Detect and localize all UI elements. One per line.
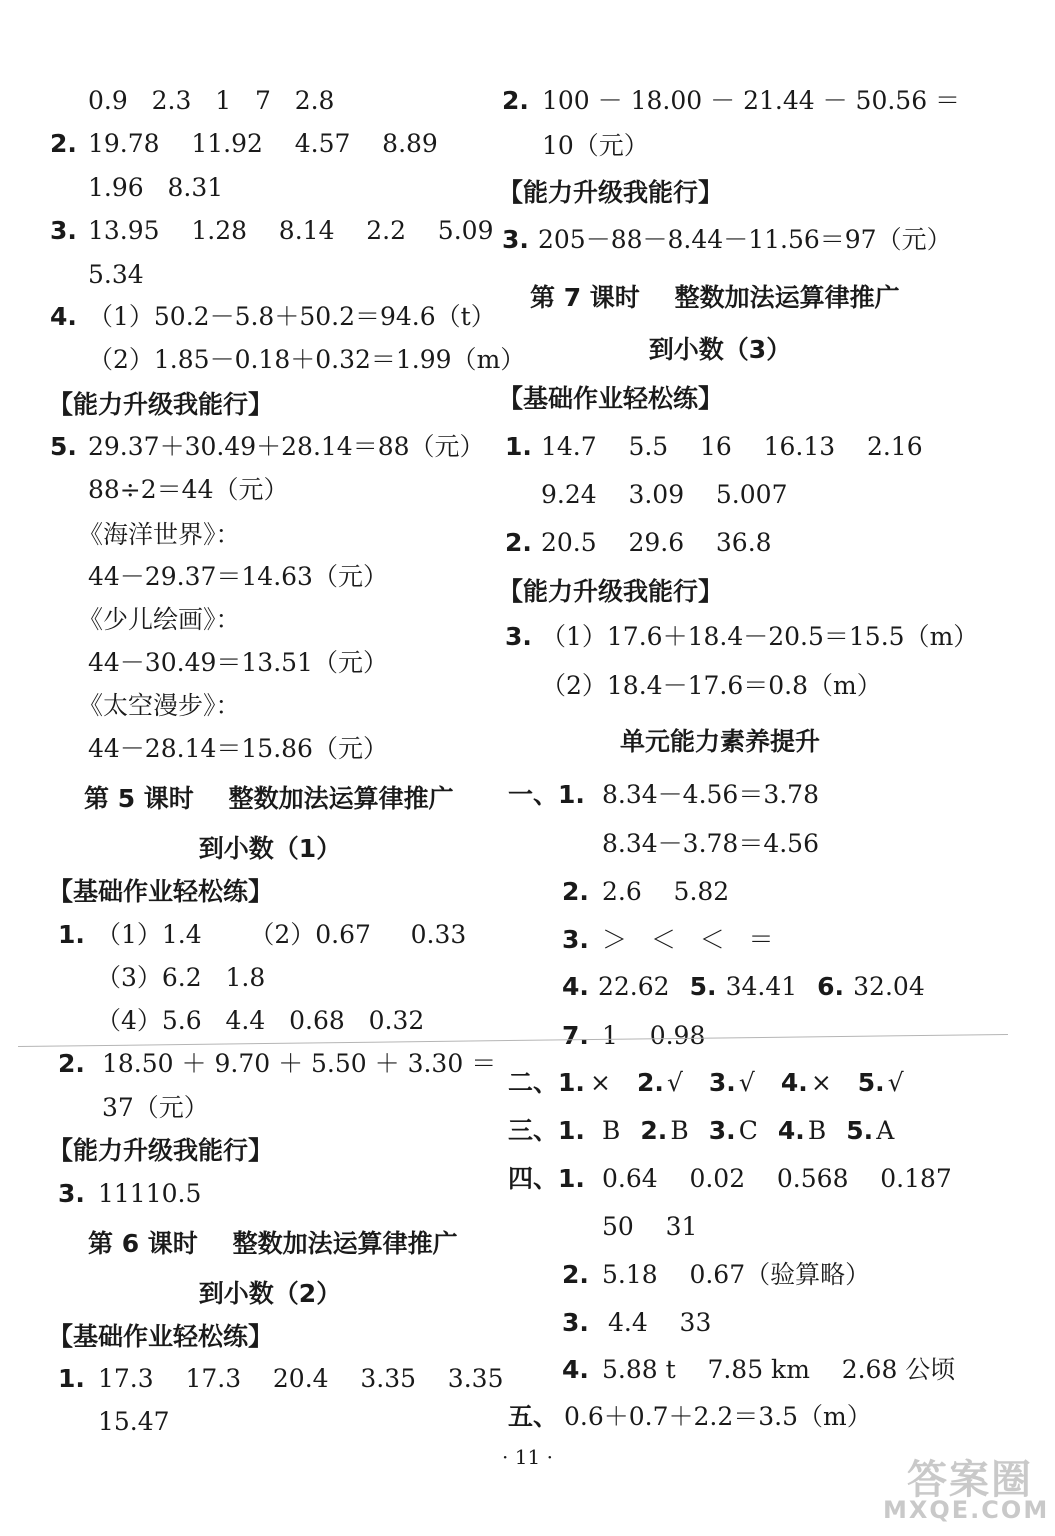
section-heading: 【基础作业轻松练】: [48, 877, 274, 906]
section-heading: 【能力升级我能行】: [498, 577, 724, 606]
item-number: 2.: [502, 86, 529, 115]
answer-text: 34.41: [725, 972, 798, 1001]
answer-text: 29.37＋30.49＋28.14＝88（元）: [88, 432, 485, 461]
answer-text: （1）1.4 （2）0.67 0.33: [96, 920, 467, 949]
answer-line: 0.9 2.3 1 7 2.8: [88, 86, 335, 115]
answer-line: [505, 432, 923, 462]
answer-line: [508, 1068, 904, 1098]
answer-text: 100 － 18.00 － 21.44 － 50.56 ＝: [542, 86, 961, 115]
answer-line: 5.34: [88, 260, 144, 289]
answer-line: [562, 1260, 870, 1290]
answer-line: 44－30.49＝13.51（元）: [88, 648, 388, 677]
item-number: 3.: [708, 1068, 736, 1097]
item-number: 5.: [689, 972, 717, 1001]
answer-text: 20.5 29.6 36.8: [541, 528, 772, 557]
item-number: 二、1.: [508, 1068, 585, 1097]
answer-line: [562, 925, 774, 955]
answer-text: 14.7 5.5 16 16.13 2.16: [541, 432, 923, 461]
answer-line: （2）1.85－0.18＋0.32＝1.99（m）: [88, 345, 526, 374]
item-number: 1.: [505, 432, 532, 461]
answer-line: 44－28.14＝15.86（元）: [88, 734, 388, 763]
answer-line: 《少儿绘画》：: [78, 605, 241, 634]
answer-line: [505, 622, 978, 652]
lesson-title: 第 7 课时 整数加法运算律推广: [530, 283, 900, 312]
answer-text: 8.34－4.56＝3.78: [602, 780, 819, 809]
answer-line: （3）6.2 1.8: [96, 963, 266, 992]
answer-line: [508, 1402, 872, 1432]
answer-line: 50 31: [602, 1212, 698, 1241]
answer-text: 5.18 0.67（验算略）: [602, 1260, 871, 1289]
answer-text: 0.6＋0.7＋2.2＝3.5（m）: [564, 1402, 872, 1431]
answer-line: [50, 302, 496, 332]
item-number: 1.: [58, 920, 85, 949]
answer-line: [505, 528, 772, 558]
answer-text: A: [876, 1116, 895, 1145]
item-number: 3.: [58, 1179, 85, 1208]
answer-line: [562, 1355, 955, 1385]
item-number: 4.: [50, 302, 77, 331]
answer-text: √: [666, 1068, 683, 1097]
answer-line: [562, 1308, 711, 1338]
answer-text: 5.88 t 7.85 km 2.68 公顷: [602, 1355, 956, 1384]
answer-line: [50, 129, 438, 159]
item-number: 3.: [708, 1116, 736, 1145]
lesson-title: 第 6 课时 整数加法运算律推广: [88, 1229, 458, 1258]
answer-text: 18.50 ＋ 9.70 ＋ 5.50 ＋ 3.30 ＝: [102, 1049, 497, 1078]
item-number: 4.: [777, 1116, 805, 1145]
answer-text: 4.4 33: [608, 1308, 712, 1337]
answer-line: [508, 1116, 894, 1146]
watermark-text: 答案圈: [907, 1457, 1033, 1503]
answer-text: （1）17.6＋18.4－20.5＝15.5（m）: [541, 622, 979, 651]
item-number: 6.: [817, 972, 845, 1001]
item-number: 2.: [505, 528, 532, 557]
answer-text: B: [602, 1116, 621, 1145]
item-number: 2.: [636, 1068, 664, 1097]
item-number: 四、1.: [508, 1164, 585, 1193]
item-number: 2.: [640, 1116, 668, 1145]
item-number: 2.: [58, 1049, 85, 1078]
watermark-url: MXQE.COM: [883, 1496, 1050, 1524]
section-heading: 【能力升级我能行】: [498, 178, 724, 207]
item-number: 5.: [846, 1116, 874, 1145]
lesson-title: 第 5 课时 整数加法运算律推广: [84, 784, 454, 813]
item-number: 3.: [562, 1308, 589, 1337]
answer-text: B: [807, 1116, 827, 1145]
answer-line: [508, 780, 819, 810]
lesson-title: 到小数（1）: [198, 834, 342, 863]
answer-line: 88÷2＝44（元）: [88, 475, 289, 504]
item-number: 三、1.: [508, 1116, 585, 1145]
section-heading: 【基础作业轻松练】: [498, 384, 724, 413]
answer-line: [502, 86, 960, 116]
lesson-title: 到小数（3）: [648, 335, 792, 364]
item-number: 一、1.: [508, 780, 585, 809]
answer-text: 22.62: [598, 972, 670, 1001]
item-number: 5.: [857, 1068, 885, 1097]
answer-line: 10（元）: [542, 131, 649, 160]
answer-line: [58, 1364, 503, 1394]
answer-text: B: [670, 1116, 689, 1145]
watermark-logo: [877, 1448, 1050, 1526]
item-number: 4.: [562, 972, 589, 1001]
item-number: 五、: [508, 1402, 559, 1431]
answer-line: [58, 1049, 496, 1079]
answer-text: 2.6 5.82: [602, 877, 730, 906]
answer-line: 15.47: [98, 1407, 170, 1436]
answer-line: 《海洋世界》：: [78, 520, 241, 549]
answer-text: 13.95 1.28 8.14 2.2 5.09: [88, 216, 494, 245]
item-number: 2.: [562, 1260, 589, 1289]
answer-line: （2）18.4－17.6＝0.8（m）: [541, 671, 882, 700]
answer-text: 1 0.98: [602, 1021, 706, 1050]
item-number: 4.: [780, 1068, 808, 1097]
item-number: 3.: [502, 225, 529, 254]
lesson-title: 到小数（2）: [198, 1279, 342, 1308]
item-number: 3.: [50, 216, 77, 245]
answer-line: [562, 1021, 705, 1051]
answer-line: 9.24 3.09 5.007: [541, 480, 788, 509]
answer-line: （4）5.6 4.4 0.68 0.32: [96, 1006, 425, 1035]
item-number: 7.: [562, 1021, 589, 1050]
answer-line: [58, 1179, 201, 1209]
answer-text: 0.64 0.02 0.568 0.187: [602, 1164, 952, 1193]
answer-line: [562, 972, 925, 1002]
answer-line: 44－29.37＝14.63（元）: [88, 562, 388, 591]
answer-text: ×: [810, 1068, 832, 1097]
page-number: · 11 ·: [502, 1445, 553, 1469]
item-number: 1.: [58, 1364, 85, 1393]
answer-text: 205－88－8.44－11.56＝97（元）: [538, 225, 952, 254]
unit-title: 单元能力素养提升: [619, 727, 820, 756]
item-number: 2.: [562, 877, 589, 906]
answer-text: （1）50.2－5.8＋50.2＝94.6（t）: [88, 302, 496, 331]
answer-line: [562, 877, 729, 907]
answer-line: 《太空漫步》：: [78, 691, 241, 720]
answer-text: ×: [590, 1068, 611, 1097]
answer-text: 17.3 17.3 20.4 3.35 3.35: [98, 1364, 504, 1393]
item-number: 5.: [50, 432, 77, 461]
answer-line: [50, 432, 485, 462]
section-heading: 【能力升级我能行】: [48, 390, 274, 419]
answer-line: [50, 216, 493, 246]
answer-text: C: [738, 1116, 758, 1145]
answer-text: 19.78 11.92 4.57 8.89: [88, 129, 438, 158]
answer-line: [508, 1164, 952, 1194]
item-number: 3.: [562, 925, 589, 954]
answer-text: 11110.5: [98, 1179, 202, 1208]
answer-text: ＞ ＜ ＜ ＝: [602, 925, 774, 954]
section-heading: 【基础作业轻松练】: [48, 1322, 274, 1351]
answer-text: √: [738, 1068, 755, 1097]
item-number: 3.: [505, 622, 532, 651]
answer-text: √: [887, 1068, 904, 1097]
item-number: 4.: [562, 1355, 589, 1384]
section-heading: 【能力升级我能行】: [48, 1136, 274, 1165]
answer-line: [502, 225, 952, 255]
answer-line: 37（元）: [102, 1093, 209, 1122]
answer-line: 1.96 8.31: [88, 173, 224, 202]
item-number: 2.: [50, 129, 77, 158]
answer-line: [58, 920, 466, 950]
answer-text: 32.04: [853, 972, 925, 1001]
answer-line: 8.34－3.78＝4.56: [602, 829, 819, 858]
